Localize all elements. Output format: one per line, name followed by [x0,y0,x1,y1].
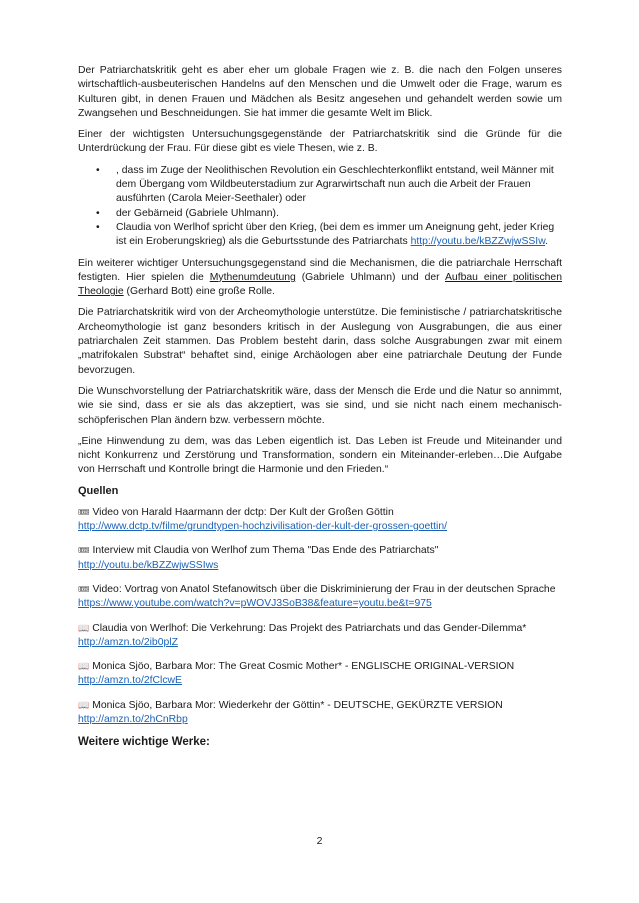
source-link[interactable]: http://amzn.to/2fClcwE [78,675,182,687]
book-icon: 📖 [78,699,90,710]
video-icon: 🎟 [78,583,90,594]
source-link[interactable]: http://amzn.to/2hCnRbp [78,713,188,725]
paragraph-wish: Die Wunschvorstellung der Patriarchatskritik wäre, dass der Mensch die Erde und die Natur so annimmt, wie sie sind, dass er sie als das akzeptiert, was sie sind, und sie nicht nach einem mechanisch-schöpferischen Plan ändern bzw. verbessern möchte. [78,385,562,426]
bullet-icon: • [96,207,100,219]
list-item: • Claudia von Werlhof spricht über den Krieg, (bei dem es immer um Aneignung geht, jeder Krieg ist ein Eroberungskrieg) als die Geburtsstunde des Patriarchats http://youtu.be/kBZZwjwSSIw. [96,221,555,248]
book-icon: 📖 [78,622,90,633]
political-theology-link[interactable]: Aufbau einer politischen Theologie [78,271,562,298]
paragraph-archeomythology: Die Patriarchatskritik wird von der Archeomythologie unterstütze. Die feministische / patriarchatskritische Archeomythologie ist ganz besonders kritisch in der Auslegung von Ausgrabungen, die aus einer patriarchalen Zeit stammen. Das Problem besteht darin, dass solche Ausgrabungen zwar mit einem „matrifokalen Substrat“ behaftet sind, einige Archäologen aber eine patriarchale Deutung der Funde bevorzugen. [78,307,562,376]
document-page [78,64,562,748]
source-link[interactable]: https://www.youtube.com/watch?v=pWOVJ3SoB38&feature=youtu.be&t=975 [78,598,432,610]
source-item: 🎟 Video von Harald Haarmann der dctp: Der Kult der Großen Göttin http://www.dctp.tv/filme/grundtypen-hochzivilisation-der-kult-der-grossen-goettin/ [78,506,448,533]
source-item: 📖 Claudia von Werlhof: Die Verkehrung: Das Projekt des Patriarchats und das Gender-Dilemma* http://amzn.to/2ib0plZ [78,622,527,648]
list-item: • , dass im Zuge der Neolithischen Revolution ein Geschlechterkonflikt entstand, weil Männer mit dem Übergang vom Wildbeuterstadium zur Agrarwirtschaft nun auch die Arbeit der Frauen ausführten (Carola Meier-Seethaler) oder [96,164,554,205]
video-icon: 🎟 [78,545,90,556]
paragraph-global-questions: Der Patriarchatskritik geht es aber eher um globale Fragen wie z. B. die nach den Folgen unseres wirtschaftlich-ausbeuterischen Handelns auf den Menschen und die Umwelt oder die Frage, warum es Kulturen gibt, in denen Frauen und Mädchen als Besitz angesehen und gehandelt werden sowie um Zwangsehen und Beschneidungen. Sie hat immer die gesamte Welt im Blick. [78,65,562,119]
source-item: 🎟 Interview mit Claudia von Werlhof zum Thema "Das Ende des Patriarchats" http://youtu.be/kBZZwjwSSIws [78,545,439,571]
source-link[interactable]: http://amzn.to/2ib0plZ [78,636,178,648]
source-item: 📖 Monica Sjöo, Barbara Mor: Wiederkehr der Göttin* - DEUTSCHE, GEKÜRZTE VERSION http://amzn.to/2hCnRbp [78,699,503,725]
theses-list [78,164,562,250]
paragraph-research-subjects: Einer der wichtigsten Untersuchungsgegenstände der Patriarchatskritik sind die Gründe für die Unterdrückung der Frau. Für diese gibt es viele Thesen, wie z. B. [78,129,562,155]
list-item: • der Gebärneid (Gabriele Uhlmann). [78,207,562,221]
video-icon: 🎟 [78,506,90,517]
paragraph-mechanisms: Ein weiterer wichtiger Untersuchungsgegenstand sind die Mechanismen, die die patriarchale Herrschaft festigten. Hier spielen die Mythenumdeutung (Gabriele Uhlmann) und der Aufbau einer politischen Theologie (Gerhard Bott) eine große Rolle. [78,257,562,298]
source-link[interactable]: http://youtu.be/kBZZwjwSSIws [78,559,219,571]
bullet-icon: • [96,164,100,176]
mythenumdeutung-link[interactable]: Mythenumdeutung [209,271,296,283]
source-link[interactable]: http://www.dctp.tv/filme/grundtypen-hochzivilisation-der-kult-der-grossen-goettin/ [78,521,448,533]
further-works-heading: Weitere wichtige Werke: [78,736,210,749]
paragraph-quote: „Eine Hinwendung zu dem, was das Leben eigentlich ist. Das Leben ist Freude und Miteinander und nicht Konkurrenz und Zerstörung und Transformation, sondern ein Miteinander-erleben…Die Aufgabe von Herrschaft und Kontrolle bringt die Harmonie und den Frieden.“ [78,435,562,476]
book-icon: 📖 [78,661,90,672]
sources-heading: Quellen [78,484,119,497]
page-number: 2 [316,835,323,847]
bullet-icon: • [96,221,100,233]
werlhof-video-link[interactable]: http://youtu.be/kBZZwjwSSIw [410,236,546,248]
source-item: 📖 Monica Sjöo, Barbara Mor: The Great Cosmic Mother* - ENGLISCHE ORIGINAL-VERSION http://amzn.to/2fClcwE [78,661,515,687]
source-item: 🎟 Video: Vortrag von Anatol Stefanowitsch über die Diskriminierung der Frau in der deutschen Sprache https://www.youtube.com/watch?v=pWOVJ3SoB38&feature=youtu.be&t=975 [78,583,556,610]
